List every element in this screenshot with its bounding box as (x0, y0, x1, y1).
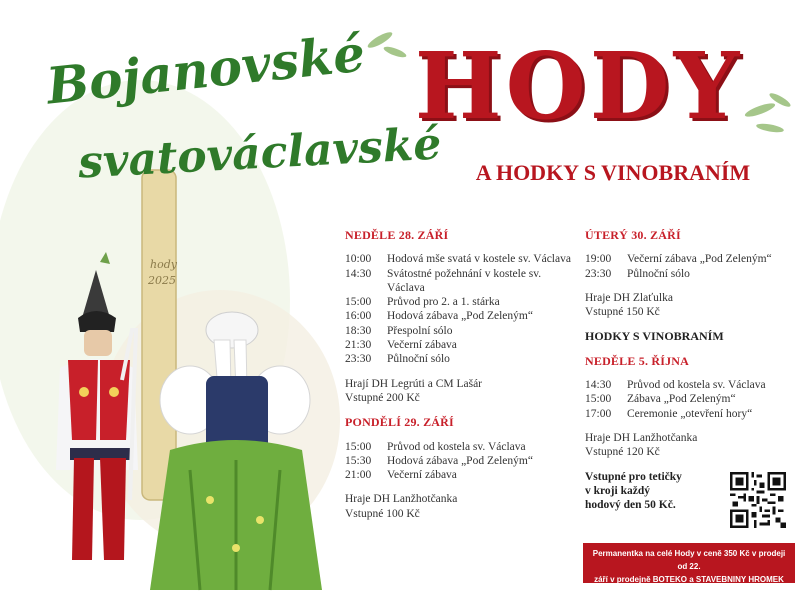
time: 10:00 (345, 253, 372, 266)
list-item (345, 440, 573, 454)
event: Hodová zábava „Pod Zeleným“ (387, 310, 533, 323)
band-info (585, 291, 790, 320)
time: 14:30 (585, 379, 612, 392)
section-heading-hodky: HODKY S VINOBRANÍM (585, 329, 724, 344)
pole-text-line1: hody (150, 258, 177, 271)
title-script-line1: Bojanovské (43, 23, 368, 116)
list-item (345, 267, 573, 296)
time: 16:00 (345, 310, 372, 323)
list-item (345, 252, 573, 266)
time: 18:30 (345, 324, 372, 337)
schedule-right-column (585, 228, 790, 512)
time: 21:00 (345, 469, 372, 482)
event: Průvod pro 2. a 1. stárka (387, 296, 500, 309)
day-heading-monday-29: PONDĚLÍ 29. ZÁŘÍ (345, 415, 454, 430)
event: Půlnoční sólo (387, 353, 450, 366)
schedule-left-column (345, 228, 573, 521)
time: 14:30 (345, 267, 372, 280)
list-item (345, 309, 573, 323)
band-name: Hraje DH Lanžhotčanka (585, 431, 698, 444)
list-item (585, 407, 790, 421)
schedule-list-day3 (585, 252, 790, 281)
list-item (345, 454, 573, 468)
time: 23:30 (585, 267, 612, 280)
list-item (345, 468, 573, 482)
list-item (345, 324, 573, 338)
entry-fee: Vstupné 150 Kč (585, 306, 660, 319)
main-title: HODY (414, 32, 744, 140)
day-heading-tuesday-30: ÚTERÝ 30. ZÁŘÍ (585, 228, 681, 242)
list-item (585, 267, 790, 281)
band-info (345, 377, 573, 406)
time: 17:00 (585, 407, 612, 420)
event: Hodová zábava „Pod Zeleným“ (387, 454, 533, 467)
list-item (585, 392, 790, 406)
event: Půlnoční sólo (627, 267, 690, 280)
event: Průvod od kostela sv. Václava (387, 440, 526, 453)
event: Zábava „Pod Zeleným“ (627, 393, 736, 406)
schedule-list-day1 (345, 252, 573, 366)
time: 23:30 (345, 353, 372, 366)
title-script-line2: svatováclavské (76, 118, 443, 189)
day-heading-sunday-28: NEDĚLE 28. ZÁŘÍ (345, 228, 449, 242)
band-name: Hrají DH Legrúti a CM Lašár (345, 377, 483, 390)
list-item (345, 352, 573, 366)
banner-line: září v prodejně BOTEKO a STAVEBNINY HROMEK (594, 575, 784, 584)
time: 15:00 (345, 440, 372, 453)
list-item (345, 295, 573, 309)
day-heading-sunday-5-october: NEDĚLE 5. ŘÍJNA (585, 353, 690, 368)
event: Ceremonie „otevření hory“ (627, 407, 753, 420)
note-line: Vstupné pro tetičky (585, 470, 682, 483)
time: 15:00 (585, 393, 612, 406)
band-info (345, 492, 573, 521)
event: Večerní zábava „Pod Zeleným“ (627, 253, 772, 266)
time: 19:00 (585, 253, 612, 266)
entry-fee: Vstupné 200 Kč (345, 391, 420, 404)
note-line: v kroji každý (585, 484, 650, 497)
list-item (345, 338, 573, 352)
qr-code-icon[interactable] (730, 472, 786, 528)
note-line: hodový den 50 Kč. (585, 498, 676, 511)
schedule-list-day4 (585, 378, 790, 421)
subtitle: A HODKY S VINOBRANÍM (475, 160, 751, 185)
pole-text-line2: 2025 (148, 274, 176, 287)
season-ticket-banner (583, 543, 795, 583)
event: Přespolní sólo (387, 324, 453, 337)
time: 21:30 (345, 339, 372, 352)
time: 15:00 (345, 296, 372, 309)
banner-line: Permanentka na celé Hody v ceně 350 Kč v prodeji od 22. (592, 549, 786, 571)
band-name: Hraje DH Lanžhotčanka (345, 493, 458, 506)
schedule-list-day2 (345, 440, 573, 483)
event: Večerní zábava (387, 469, 457, 482)
time: 15:30 (345, 454, 372, 467)
event: Svátostné požehnání v kostele sv. Václava (387, 267, 542, 294)
list-item (585, 252, 790, 266)
band-info (585, 431, 790, 460)
list-item (585, 378, 790, 392)
event: Hodová mše svatá v kostele sv. Václava (387, 253, 571, 266)
band-name: Hraje DH Zlaťulka (585, 291, 673, 304)
entry-fee: Vstupné 120 Kč (585, 446, 660, 459)
event: Večerní zábava (387, 339, 457, 352)
entry-fee: Vstupné 100 Kč (345, 507, 420, 520)
event: Průvod od kostela sv. Václava (627, 379, 766, 392)
